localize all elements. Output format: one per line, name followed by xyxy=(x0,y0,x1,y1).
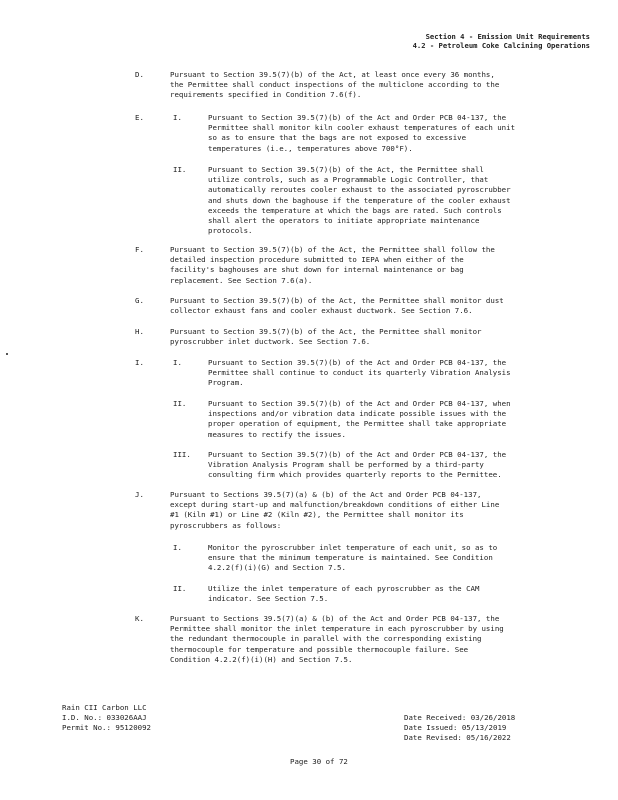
item-letter-e: E. xyxy=(135,113,144,122)
subitem-numeral-i-ii: II. xyxy=(173,399,187,408)
subitem-text-j-i: Monitor the pyroscrubber inlet temperature of each unit, so as to ensure that the minimum temperature is maintained. See Condition 4.2.2(f)(i)(G) and Section 7.5. xyxy=(208,543,498,573)
subsection-title: 4.2 - Petroleum Coke Calcining Operations xyxy=(412,41,590,50)
subitem-text-i-i: Pursuant to Section 39.5(7)(b) of the Act and Order PCB 04-137, the Permittee shall continue to conduct its quarterly Vibration Analysis Program. xyxy=(208,358,511,388)
subitem-numeral-e-i: I. xyxy=(173,113,182,122)
item-letter-j: J. xyxy=(135,490,144,499)
item-letter-k: K. xyxy=(135,614,144,623)
item-text-h: Pursuant to Section 39.5(7)(b) of the Act, the Permittee shall monitor pyroscrubber inlet ductwork. See Section 7.6. xyxy=(170,327,482,347)
subitem-numeral-j-ii: II. xyxy=(173,584,187,593)
section-title: Section 4 - Emission Unit Requirements xyxy=(425,32,590,41)
subitem-text-j-ii: Utilize the inlet temperature of each pyroscrubber as the CAM indicator. See Section 7.5. xyxy=(208,584,480,604)
page-number: Page 30 of 72 xyxy=(290,757,348,766)
permit-dates: Date Received: 03/26/2018 Date Issued: 05/13/2019 Date Revised: 05/16/2022 xyxy=(404,713,516,742)
item-letter-g: G. xyxy=(135,296,144,305)
item-letter-f: F. xyxy=(135,245,144,254)
subitem-numeral-e-ii: II. xyxy=(173,165,187,174)
subitem-numeral-i-iii: III. xyxy=(173,450,191,459)
item-text-k: Pursuant to Sections 39.5(7)(a) & (b) of the Act and Order PCB 04-137, the Permittee shall monitor the inlet temperature in each pyroscrubber by using the redundant thermocouple in parallel with the corresponding existing thermocouple for temperature and possible thermocouple failure. See Condition 4.2.2(f)(i)(H) and Section 7.5. xyxy=(170,614,504,664)
item-text-j: Pursuant to Sections 39.5(7)(a) & (b) of the Act and Order PCB 04-137, except during start-up and malfunction/breakdown conditions of either Line #1 (Kiln #1) or Line #2 (Kiln #2), the Permittee shall monitor its pyroscrubbers as follows: xyxy=(170,490,500,530)
scan-speck xyxy=(6,353,8,355)
subitem-text-e-ii: Pursuant to Section 39.5(7)(b) of the Act, the Permittee shall utilize controls, such as a Programmable Logic Controller, that automatically reroutes cooler exhaust to the associated pyroscrubber and shuts down the baghouse if the temperature of the cooler exhaust exceeds the temperature at which the bags are rated. Such controls shall alert the operators to initiate appropriate maintenance protocols. xyxy=(208,165,511,236)
subitem-text-i-ii: Pursuant to Section 39.5(7)(b) of the Act and Order PCB 04-137, when inspections and/or vibration data indicate possible issues with the proper operation of equipment, the Permittee shall take appropriate measures to rectify the issues. xyxy=(208,399,511,439)
item-text-g: Pursuant to Section 39.5(7)(b) of the Act, the Permittee shall monitor dust collector exhaust fans and cooler exhaust ductwork. See Section 7.6. xyxy=(170,296,504,316)
subitem-text-i-iii: Pursuant to Section 39.5(7)(b) of the Act and Order PCB 04-137, the Vibration Analysis Program shall be performed by a third-party consulting firm which provides quarterly reports to the Permittee. xyxy=(208,450,507,480)
permit-identification: Rain CII Carbon LLC I.D. No.: 033026AAJ Permit No.: 95120092 xyxy=(62,703,151,732)
item-letter-i: I. xyxy=(135,358,144,367)
item-text-f: Pursuant to Section 39.5(7)(b) of the Act, the Permittee shall follow the detailed inspection procedure submitted to IEPA when either of the facility's baghouses are shut down for internal maintenance or bag replacement. See Section 7.6(a). xyxy=(170,245,495,285)
item-letter-h: H. xyxy=(135,327,144,336)
item-letter-d: D. xyxy=(135,70,144,79)
subitem-numeral-j-i: I. xyxy=(173,543,182,552)
subitem-numeral-i-i: I. xyxy=(173,358,182,367)
subitem-text-e-i: Pursuant to Section 39.5(7)(b) of the Act and Order PCB 04-137, the Permittee shall monitor kiln cooler exhaust temperatures of each unit so as to ensure that the bags are not exposed to excessive temperatures (i.e., temperatures above 700°F). xyxy=(208,113,516,153)
item-text-d: Pursuant to Section 39.5(7)(b) of the Act, at least once every 36 months, the Permittee shall conduct inspections of the multiclone according to the requirements specified in Condition 7.6(f). xyxy=(170,70,500,100)
